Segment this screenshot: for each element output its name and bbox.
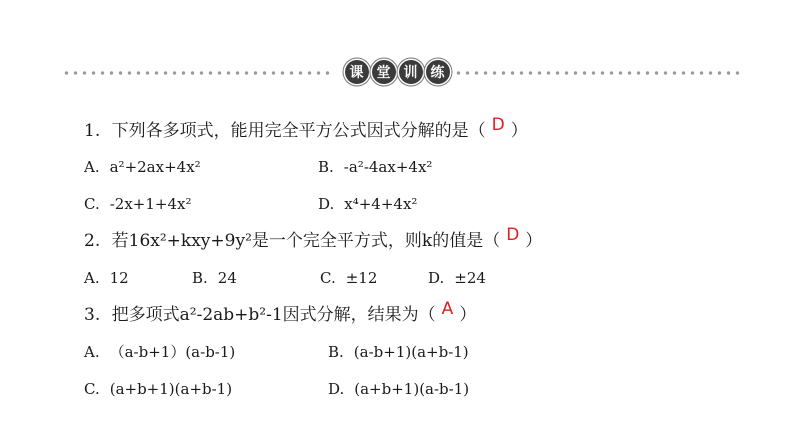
answer-mark: A	[441, 299, 454, 319]
open-paren: （	[418, 305, 436, 325]
option-label: D.	[328, 380, 345, 398]
question-stem: 把多项式a²-2ab+b²-1因式分解，结果为	[111, 305, 419, 325]
option-label: D.	[318, 195, 335, 213]
option-label: B.	[318, 158, 334, 176]
option-label: B.	[328, 343, 344, 361]
option-d	[328, 374, 469, 404]
close-paren: ）	[459, 305, 477, 325]
option-b	[328, 337, 469, 367]
question-stem: 若16x²+kxy+9y²是一个完全平方式，则k的值是	[111, 231, 484, 251]
option-c	[320, 263, 377, 293]
title-badge: 训	[399, 60, 423, 84]
option-text: -2x+1+4x²	[109, 195, 192, 213]
option-text: (a+b+1)(a+b-1)	[109, 380, 233, 398]
option-b	[192, 263, 237, 293]
dotted-rule-left	[62, 70, 334, 76]
option-a	[84, 337, 235, 367]
question-number: 3.	[84, 305, 101, 325]
option-c	[84, 374, 232, 404]
option-label: A.	[84, 158, 100, 176]
open-paren: （	[483, 231, 501, 251]
option-a	[84, 263, 129, 293]
option-label: C.	[84, 380, 100, 398]
option-d	[318, 189, 417, 219]
option-label: B.	[192, 269, 208, 287]
title-badge: 堂	[372, 60, 396, 84]
option-label: D.	[428, 269, 445, 287]
option-label: A.	[84, 343, 100, 361]
option-d	[428, 263, 486, 293]
option-text: x⁴+4+4x²	[344, 195, 418, 213]
title-badge: 练	[426, 60, 450, 84]
question-2	[84, 226, 542, 256]
dotted-rule-right	[454, 70, 742, 76]
option-text: （a-b+1）(a-b-1)	[109, 343, 236, 361]
option-text: 24	[217, 269, 237, 287]
option-text: -a²-4ax+4x²	[343, 158, 433, 176]
option-text: a²+2ax+4x²	[109, 158, 201, 176]
title-badge: 课	[345, 60, 369, 84]
option-label: C.	[84, 195, 100, 213]
option-text: (a-b+1)(a+b-1)	[353, 343, 469, 361]
option-text: 12	[109, 269, 129, 287]
question-number: 2.	[84, 231, 101, 251]
open-paren: （	[468, 121, 486, 141]
answer-mark: D	[506, 225, 520, 245]
option-label: C.	[320, 269, 336, 287]
answer-mark: D	[491, 115, 505, 135]
close-paren: ）	[525, 231, 543, 251]
option-c	[84, 189, 192, 219]
section-header	[62, 58, 742, 86]
close-paren: ）	[510, 121, 528, 141]
option-text: ±12	[345, 269, 378, 287]
option-text: ±24	[454, 269, 486, 287]
option-text: (a+b+1)(a-b-1)	[354, 380, 470, 398]
question-3	[84, 300, 476, 330]
option-label: A.	[84, 269, 100, 287]
question-1	[84, 116, 528, 146]
question-stem: 下列各多项式，能用完全平方公式因式分解的是	[111, 121, 469, 141]
option-b	[318, 152, 432, 182]
option-a	[84, 152, 201, 182]
section-title-badges	[342, 58, 452, 86]
question-number: 1.	[84, 121, 101, 141]
